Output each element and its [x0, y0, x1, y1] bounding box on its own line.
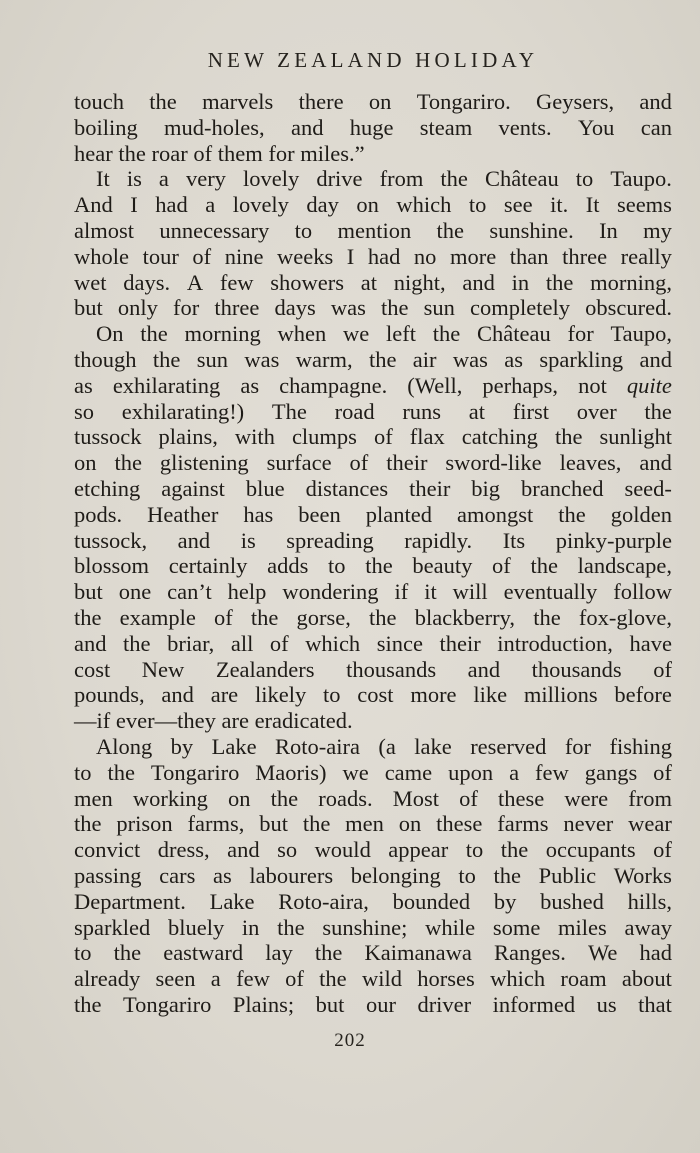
text-line: —if ever—they are eradicated.: [74, 708, 353, 734]
text-line: already seen a few of the wild horses which roam about: [74, 966, 672, 992]
text-line: to the eastward lay the Kaimanawa Ranges. We had: [74, 940, 672, 966]
text-line: On the morning when we left the Château for Taupo,: [96, 321, 672, 347]
text-line: sparkled bluely in the sunshine; while some miles away: [74, 914, 672, 940]
text-line: hear the roar of them for miles.”: [74, 140, 365, 166]
text-line: though the sun was warm, the air was as sparkling and: [74, 346, 672, 372]
text-line: convict dress, and so would appear to the occupants of: [74, 837, 672, 863]
page-number: 202: [334, 1030, 366, 1051]
text-line: cost New Zealanders thousands and thousands of: [74, 656, 672, 682]
text-line: wet days. A few showers at night, and in the morning,: [74, 269, 672, 295]
text-line: pods. Heather has been planted amongst the golden: [74, 501, 672, 527]
text-line: blossom certainly adds to the beauty of the landscape,: [74, 553, 672, 579]
text-line: And I had a lovely day on which to see it. It seems: [74, 192, 672, 218]
text-line: the Tongariro Plains; but our driver informed us that: [74, 991, 672, 1017]
text-line: It is a very lovely drive from the Château to Taupo.: [96, 166, 672, 192]
text-line: to the Tongariro Maoris) we came upon a few gangs of: [74, 759, 672, 785]
running-head: NEW ZEALAND HOLIDAY: [207, 48, 539, 72]
text-line: so exhilarating!) The road runs at first over the: [74, 398, 672, 424]
text-line: touch the marvels there on Tongariro. Geysers, and: [74, 89, 672, 114]
text-line: the example of the gorse, the blackberry, the fox-glove,: [74, 604, 672, 630]
text-line: as exhilarating as champagne. (Well, perhaps, not quite: [74, 372, 672, 398]
text-line: Department. Lake Roto-aira, bounded by bushed hills,: [74, 888, 672, 914]
text-line: but one can’t help wondering if it will eventually follow: [74, 579, 672, 605]
text-line: men working on the roads. Most of these were from: [74, 785, 672, 811]
text-line: on the glistening surface of their sword-like leaves, and: [74, 450, 672, 476]
text-line: tussock plains, with clumps of flax catching the sunlight: [74, 424, 672, 450]
text-line: whole tour of nine weeks I had no more than three really: [74, 243, 672, 269]
text-line: Along by Lake Roto-aira (a lake reserved for fishing: [96, 733, 672, 759]
text-line: tussock, and is spreading rapidly. Its pinky-purple: [74, 527, 672, 553]
text-line: and the briar, all of which since their introduction, have: [74, 630, 672, 656]
text-line: passing cars as labourers belonging to the Public Works: [74, 862, 672, 888]
text-line: the prison farms, but the men on these farms never wear: [74, 811, 672, 837]
text-line: etching against blue distances their big branched seed-: [74, 475, 672, 501]
text-line: but only for three days was the sun completely obscured.: [74, 295, 672, 321]
text-line: almost unnecessary to mention the sunshine. In my: [74, 217, 672, 243]
body-text: [74, 89, 672, 1018]
text-line: pounds, and are likely to cost more like millions before: [74, 682, 672, 708]
text-line: boiling mud-holes, and huge steam vents. You can: [74, 114, 672, 140]
